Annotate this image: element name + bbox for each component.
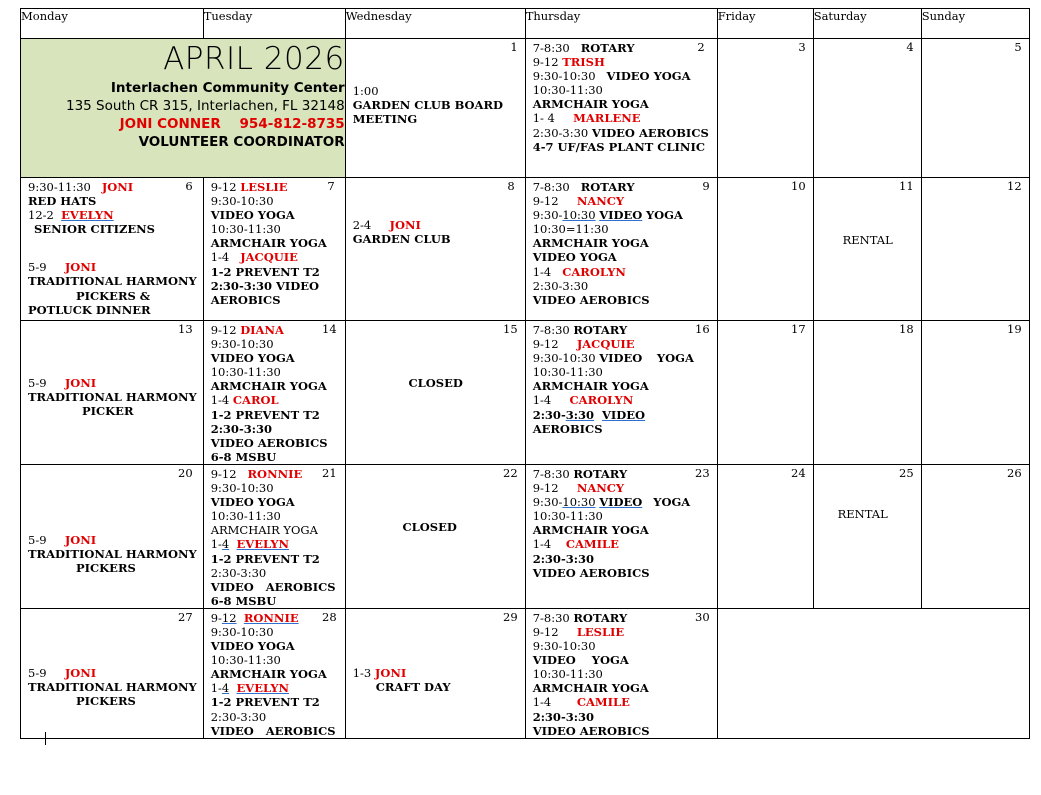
day-cell-18 — [813, 321, 921, 465]
coordinator-role: VOLUNTEER COORDINATOR — [138, 134, 345, 150]
day-number: 20 — [178, 465, 193, 480]
event-line: AEROBICS — [210, 292, 281, 307]
event-line: 9:30-10:30 VIDEO YOGA — [532, 69, 691, 84]
day-number: 13 — [178, 322, 193, 336]
event-line: 10:30-11:30 — [210, 365, 281, 380]
coordinator-contact: JONI CONNER 954-812-8735 — [119, 116, 345, 132]
event-line: 12-2 EVELYN — [28, 208, 114, 223]
event-line: 9-12 JACQUIE — [532, 337, 635, 352]
day-number: 19 — [1007, 322, 1022, 336]
week-row-4 — [21, 464, 1030, 608]
event-line: VIDEO AEROBICS — [532, 723, 650, 738]
event-line: 9:30-10:30 — [532, 639, 596, 654]
day-number: 10 — [791, 179, 806, 193]
event-line: VIDEO AEROBICS — [532, 292, 650, 307]
event-line: VIDEO YOGA — [210, 495, 295, 510]
day-number: 12 — [1007, 179, 1022, 193]
event-line: 1-4 CAMILE — [532, 537, 619, 552]
event-line: 1-2 PREVENT T2 — [210, 407, 320, 422]
day-number: 3 — [798, 40, 806, 54]
day-cell-26 — [921, 464, 1029, 608]
day-cell-29 — [345, 608, 525, 738]
event-line: 1-4 JACQUIE — [210, 250, 298, 265]
event-line: 9-12 TRISH — [532, 55, 605, 70]
day-cell-17 — [717, 321, 813, 465]
calendar-table — [20, 8, 1030, 739]
event-line: VIDEO AEROBICS — [210, 579, 336, 594]
weekday-monday: Monday — [21, 9, 204, 39]
event-line: TRADITIONAL HARMONY — [28, 274, 197, 289]
event-line: 10:30=11:30 — [532, 222, 609, 237]
event-line: 2:30-3:30 — [210, 709, 267, 724]
day-number: 28 — [322, 609, 337, 624]
event-line: 9:30-11:30 JONI — [28, 180, 134, 194]
event-line: 7-8:30 ROTARY — [532, 466, 628, 481]
event-line: ARMCHAIR YOGA — [532, 523, 649, 538]
day-number: 30 — [695, 609, 710, 624]
closed-note: CLOSED — [402, 519, 457, 534]
day-number: 9 — [702, 179, 710, 193]
day-cell-9 — [525, 178, 717, 321]
event-line: 1-4 CAROLYN — [532, 264, 626, 279]
event-line: 4-7 UF/FAS PLANT CLINIC — [532, 139, 705, 154]
day-number: 1 — [510, 40, 518, 54]
event-line: 9:30-10:30 VIDEO YOGA — [532, 208, 683, 223]
event-line: TRADITIONAL HARMONY — [28, 679, 197, 694]
day-cell-1 — [345, 39, 525, 178]
event-line: 2:30-3:30 — [532, 709, 594, 724]
event-line: AEROBICS — [532, 421, 603, 436]
event-line: VIDEO AEROBICS — [210, 435, 328, 450]
closed-note: CLOSED — [408, 376, 463, 390]
organization-name: Interlachen Community Center — [110, 80, 345, 96]
day-number: 5 — [1014, 40, 1022, 54]
event-line: 5-9 JONI — [28, 260, 97, 275]
day-cell-24 — [717, 464, 813, 608]
day-number: 6 — [185, 179, 193, 193]
event-line: 1-2 PREVENT T2 — [210, 551, 320, 566]
event-line: 5-9 JONI — [28, 532, 97, 547]
event-line: 9-12 LESLIE — [210, 180, 288, 194]
event-line: 2:30-3:30 — [210, 421, 272, 436]
rental-note: RENTAL — [837, 506, 888, 521]
event-line: 9-12 RONNIE — [210, 466, 303, 481]
event-line: 9:30-10:30 — [210, 337, 274, 352]
weekday-sunday: Sunday — [921, 9, 1029, 39]
day-cell-5 — [921, 39, 1029, 178]
day-cell-22 — [345, 464, 525, 608]
event-line: 7-8:30 ROTARY — [532, 180, 635, 194]
day-number: 14 — [322, 322, 337, 336]
event-line: PICKERS — [76, 694, 136, 709]
weekday-header-row — [21, 9, 1030, 39]
week-row-1 — [21, 39, 1030, 178]
day-number: 7 — [327, 179, 335, 193]
event-line: 2:30-3:30 VIDEO — [532, 407, 646, 422]
day-cell-14 — [203, 321, 345, 465]
day-cell-21 — [203, 464, 345, 608]
event-line: 9-12 DIANA — [210, 323, 284, 337]
event-line: 7-8:30 ROTARY — [532, 610, 628, 625]
day-cell-12 — [921, 178, 1029, 321]
event-line: SENIOR CITIZENS — [34, 222, 155, 237]
day-cell-11 — [813, 178, 921, 321]
day-cell-19 — [921, 321, 1029, 465]
day-number: 11 — [899, 179, 914, 193]
event-line: 1-4 CAROL — [210, 393, 279, 408]
event-line: TRADITIONAL HARMONY — [28, 547, 197, 562]
weekday-friday: Friday — [717, 9, 813, 39]
day-number: 16 — [695, 322, 710, 336]
day-cell-28 — [203, 608, 345, 738]
day-cell-7 — [203, 178, 345, 321]
week-row-2 — [21, 178, 1030, 321]
event-line: 1-4 CAROLYN — [532, 393, 634, 408]
event-line: 2:30-3:30 — [210, 565, 267, 580]
event-line: 2:30-3:30 — [532, 278, 589, 293]
event-line: 9:30-10:30 VIDEO YOGA — [532, 495, 691, 510]
day-number: 4 — [906, 40, 914, 54]
day-number: 26 — [1007, 465, 1022, 480]
day-number: 18 — [899, 322, 914, 336]
event-line: VIDEO AEROBICS — [532, 565, 650, 580]
event-line: 10:30-11:30 — [532, 365, 603, 380]
event-line: ARMCHAIR YOGA — [532, 379, 649, 394]
event-line: 1-2 PREVENT T2 — [210, 264, 320, 279]
event-line: VIDEO YOGA — [210, 351, 295, 366]
event-line: 9:30-10:30 — [210, 624, 274, 639]
event-line: 10:30-11:30 — [210, 509, 281, 524]
event-line: PICKER — [82, 404, 134, 419]
event-line: PICKERS — [76, 561, 136, 576]
event-line: 6-8 MSBU — [210, 449, 277, 464]
event-line: 6-8 MSBU — [210, 593, 277, 608]
month-title: APRIL 2026 — [163, 41, 345, 77]
event-line: POTLUCK DINNER — [28, 302, 151, 317]
event-line: ARMCHAIR YOGA — [210, 523, 318, 538]
event-line: RED HATS — [28, 194, 97, 209]
event-line: MEETING — [352, 112, 418, 127]
event-line: GARDEN CLUB BOARD — [352, 98, 504, 113]
event-line: 1-4 EVELYN — [210, 537, 290, 552]
event-line: ARMCHAIR YOGA — [210, 379, 327, 394]
event-line: GARDEN CLUB — [352, 232, 451, 247]
event-line: 2:30-3:30 — [532, 551, 594, 566]
event-line: ARMCHAIR YOGA — [532, 236, 649, 251]
event-line: 9-12 NANCY — [532, 481, 625, 496]
event-line: VIDEO YOGA — [210, 639, 295, 654]
weekday-tuesday: Tuesday — [203, 9, 345, 39]
day-cell-15 — [345, 321, 525, 465]
event-line: ARMCHAIR YOGA — [210, 236, 327, 251]
week-row-3 — [21, 321, 1030, 465]
event-line: 9-12 NANCY — [532, 194, 625, 209]
event-line: 2:30-3:30 VIDEO AEROBICS — [532, 125, 709, 140]
event-line: 10:30-11:30 — [532, 509, 603, 524]
event-line: VIDEO AEROBICS — [210, 723, 336, 738]
day-cell-16 — [525, 321, 717, 465]
day-number: 2 — [697, 40, 705, 54]
event-line: TRADITIONAL HARMONY — [28, 390, 197, 405]
event-line: 9:30-10:30 — [210, 481, 274, 496]
day-number: 15 — [503, 322, 518, 336]
event-line: 7-8:30 ROTARY — [532, 41, 635, 55]
day-number: 25 — [899, 465, 914, 480]
empty-cell — [717, 608, 1029, 738]
day-number: 21 — [322, 465, 337, 480]
day-cell-2 — [525, 39, 717, 178]
event-line: 2:30-3:30 VIDEO — [210, 278, 320, 293]
day-cell-25 — [813, 464, 921, 608]
day-number: 29 — [503, 609, 518, 624]
day-number: 23 — [695, 465, 710, 480]
event-line: VIDEO YOGA — [532, 653, 629, 668]
day-cell-8 — [345, 178, 525, 321]
event-line: 7-8:30 ROTARY — [532, 323, 628, 337]
day-cell-10 — [717, 178, 813, 321]
event-line: 9:30-10:30 VIDEO YOGA — [532, 351, 694, 366]
rental-note: RENTAL — [842, 233, 893, 247]
event-line: 1-4 EVELYN — [210, 681, 290, 696]
day-number: 8 — [507, 179, 515, 193]
weekday-thursday: Thursday — [525, 9, 717, 39]
day-number: 24 — [791, 465, 806, 480]
day-cell-6 — [21, 178, 204, 321]
event-line: ARMCHAIR YOGA — [532, 681, 649, 696]
day-cell-27 — [21, 608, 204, 738]
event-line: VIDEO YOGA — [532, 250, 617, 265]
day-cell-23 — [525, 464, 717, 608]
weekday-wednesday: Wednesday — [345, 9, 525, 39]
event-line: 1:00 — [352, 84, 379, 98]
day-cell-13 — [21, 321, 204, 465]
day-number: 17 — [791, 322, 806, 336]
event-line: 10:30-11:30 — [210, 653, 281, 668]
event-line: VIDEO YOGA — [210, 208, 295, 223]
organization-address: 135 South CR 315, Interlachen, FL 32148 — [65, 98, 345, 114]
calendar-title-block — [21, 39, 346, 178]
day-cell-20 — [21, 464, 204, 608]
event-line: 9:30-10:30 — [210, 194, 274, 209]
weekday-saturday: Saturday — [813, 9, 921, 39]
week-row-5 — [21, 608, 1030, 738]
event-line: PICKERS & — [76, 288, 151, 303]
event-line: ARMCHAIR YOGA — [532, 97, 649, 112]
day-number: 27 — [178, 609, 193, 624]
event-line: 1-3 JONI — [352, 665, 407, 680]
event-line: 10:30-11:30 — [210, 222, 281, 237]
event-line: CRAFT DAY — [375, 679, 451, 694]
event-line: 5-9 JONI — [28, 376, 97, 390]
event-line: 1-4 CAMILE — [532, 695, 630, 710]
text-cursor — [45, 732, 46, 745]
event-line: 9-12 LESLIE — [532, 624, 625, 639]
event-line: 1-2 PREVENT T2 — [210, 695, 320, 710]
event-line: 5-9 JONI — [28, 665, 97, 680]
event-line: 10:30-11:30 — [532, 667, 603, 682]
day-cell-3 — [717, 39, 813, 178]
event-line: ARMCHAIR YOGA — [210, 667, 327, 682]
day-cell-30 — [525, 608, 717, 738]
day-cell-4 — [813, 39, 921, 178]
event-line: 1- 4 MARLENE — [532, 111, 641, 126]
day-number: 22 — [503, 465, 518, 480]
event-line: 10:30-11:30 — [532, 83, 603, 98]
event-line: 2-4 JONI — [352, 218, 421, 232]
event-line: 9-12 RONNIE — [210, 610, 299, 625]
